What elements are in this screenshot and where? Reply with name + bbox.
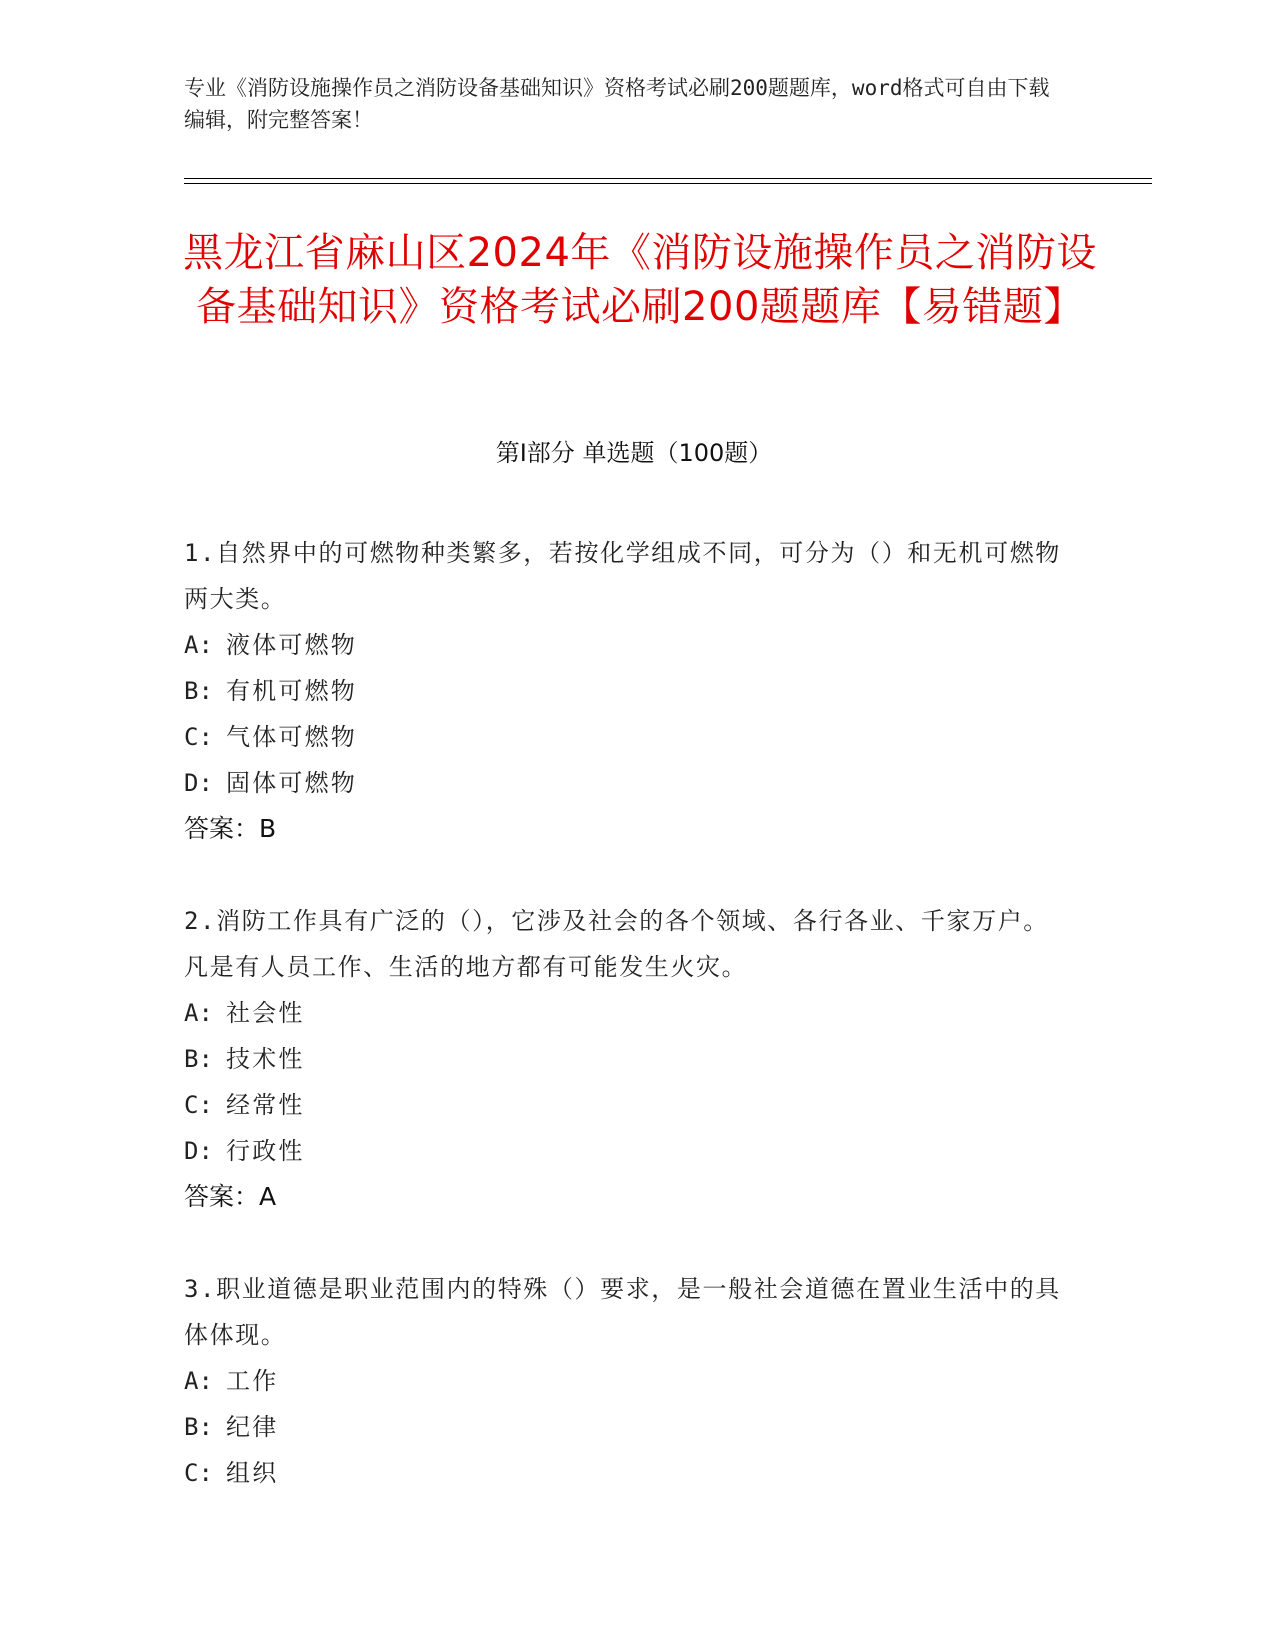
question-option xyxy=(184,1128,1064,1174)
option-text: 有机可燃物 xyxy=(226,677,357,705)
question-item xyxy=(184,530,1064,852)
option-letter: B: xyxy=(184,677,213,705)
option-letter: C: xyxy=(184,1459,213,1487)
question-answer: 答案：B xyxy=(184,814,277,843)
question-option xyxy=(184,1358,1064,1404)
question-stem: 3.职业道德是职业范围内的特殊（）要求，是一般社会道德在置业生活中的具体体现。 xyxy=(184,1275,1061,1349)
option-text: 纪律 xyxy=(226,1413,279,1441)
question-option xyxy=(184,1036,1064,1082)
option-text: 技术性 xyxy=(226,1045,305,1073)
header-rule-bottom xyxy=(184,183,1152,184)
question-stem: 1.自然界中的可燃物种类繁多，若按化学组成不同，可分为（）和无机可燃物两大类。 xyxy=(184,539,1061,613)
option-letter: A: xyxy=(184,999,213,1027)
option-letter: C: xyxy=(184,1091,213,1119)
question-option xyxy=(184,1450,1064,1496)
question-answer: 答案：A xyxy=(184,1182,277,1211)
option-letter: B: xyxy=(184,1413,213,1441)
option-text: 行政性 xyxy=(226,1137,305,1165)
question-option xyxy=(184,714,1064,760)
question-option xyxy=(184,1082,1064,1128)
question-list xyxy=(184,530,1064,1542)
header-rule-top xyxy=(184,178,1152,179)
option-letter: B: xyxy=(184,1045,213,1073)
option-text: 经常性 xyxy=(226,1091,305,1119)
option-text: 组织 xyxy=(226,1459,279,1487)
option-text: 气体可燃物 xyxy=(226,723,357,751)
question-option xyxy=(184,760,1064,806)
option-letter: D: xyxy=(184,1137,213,1165)
question-option xyxy=(184,622,1064,668)
document-title: 黑龙江省麻山区2024年《消防设施操作员之消防设备基础知识》资格考试必刷200题题库【易错题】 xyxy=(183,230,1097,330)
question-stem: 2.消防工作具有广泛的（），它涉及社会的各个领域、各行各业、千家万户。凡是有人员工作、生活的地方都有可能发生火灾。 xyxy=(184,907,1049,981)
option-letter: A: xyxy=(184,1367,213,1395)
section-heading: 第I部分 单选题（100题） xyxy=(495,439,773,467)
option-text: 液体可燃物 xyxy=(226,631,357,659)
header-note: 专业《消防设施操作员之消防设备基础知识》资格考试必刷200题题库，word格式可自由下载编辑，附完整答案！ xyxy=(184,76,1050,132)
question-item xyxy=(184,898,1064,1220)
option-letter: A: xyxy=(184,631,213,659)
question-option xyxy=(184,1404,1064,1450)
question-option xyxy=(184,990,1064,1036)
option-text: 社会性 xyxy=(226,999,305,1027)
question-option xyxy=(184,668,1064,714)
option-letter: C: xyxy=(184,723,213,751)
question-item xyxy=(184,1266,1064,1496)
option-letter: D: xyxy=(184,769,213,797)
option-text: 工作 xyxy=(226,1367,279,1395)
option-text: 固体可燃物 xyxy=(226,769,357,797)
